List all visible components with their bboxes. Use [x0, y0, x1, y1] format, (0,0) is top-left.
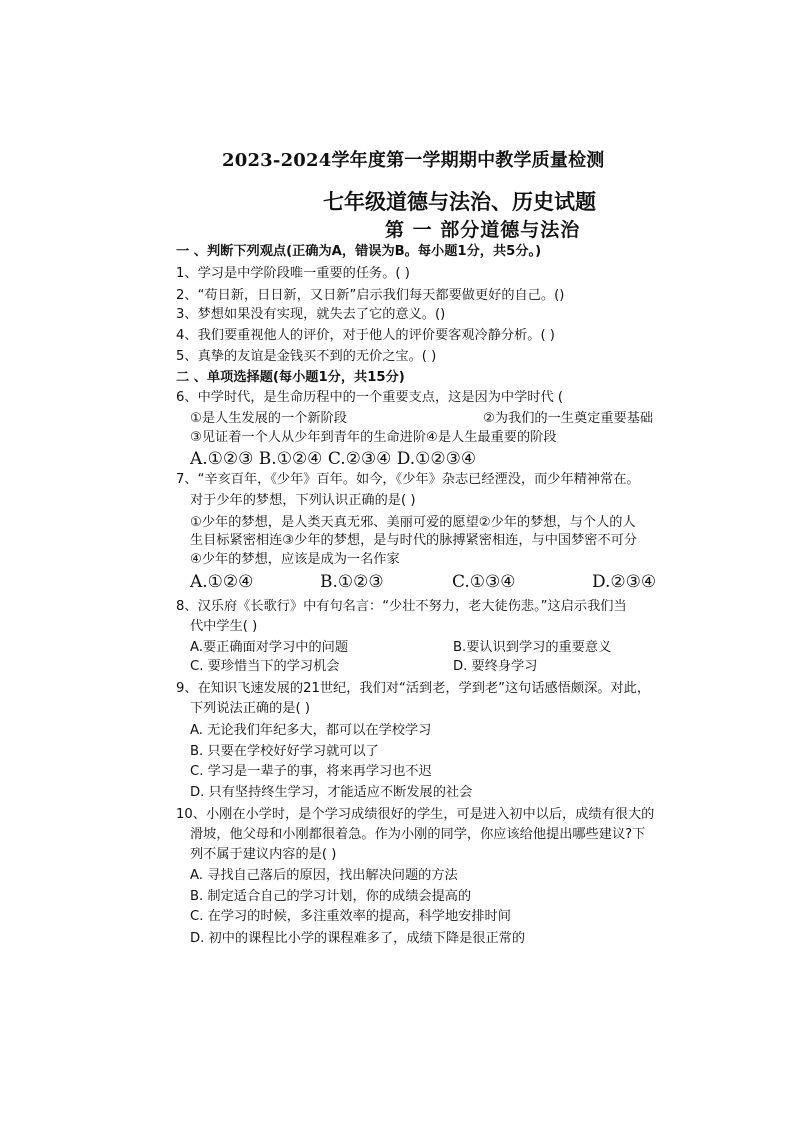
q8-option-d: D. 要终身学习: [453, 659, 538, 674]
q7-option-b: B.①②③: [320, 572, 384, 592]
q10-option-a: A. 寻找自己落后的原因，找出解决问题的方法: [190, 868, 458, 883]
q9-option-c: C. 学习是一辈子的事，将来再学习也不迟: [190, 764, 432, 779]
q7-option-a: A.①②④: [190, 572, 254, 592]
q6-statement-1: ①是人生发展的一个新阶段: [190, 411, 347, 426]
exam-title: 2023-2024学年度第一学期期中教学质量检测: [222, 150, 605, 171]
q6-options: A.①②③ B.①②④ C.②③④ D.①②③④: [190, 449, 477, 469]
q7-line-2: 对于少年的梦想，下列认识正确的是( ): [190, 493, 416, 508]
q7-line-4: 生目标紧密相连③少年的梦想，是与时代的脉搏紧密相连，与中国梦密不可分: [190, 533, 638, 548]
q6-statement-2: ②为我们的一生奠定重要基础: [483, 411, 654, 426]
judge-item-3: 3、梦想如果没有实现，就失去了它的意义。(): [176, 307, 446, 322]
q8-line-2: 代中学生( ): [190, 619, 258, 634]
q7-line-1: 7、“辛亥百年，《少年》百年。如今，《少年》杂志已经湮没，而少年精神常在。: [176, 472, 640, 487]
q9-option-a: A. 无论我们年纪多大，都可以在学校学习: [190, 723, 432, 738]
q10-line-2: 滑坡，他父母和小刚都很着急。作为小刚的同学，你应该给他提出哪些建议?下: [190, 827, 646, 842]
q8-option-a: A.要正确面对学习中的问题: [190, 640, 349, 655]
judge-item-2: 2、“苟日新，日日新，又日新”启示我们每天都要做更好的自己。(): [176, 288, 565, 303]
q10-line-1: 10、小刚在小学时，是个学习成绩很好的学生，可是进入初中以后，成绩有很大的: [176, 807, 655, 822]
q7-option-d: D.②③④: [592, 572, 657, 592]
q9-line-2: 下列说法正确的是( ): [190, 701, 310, 716]
q10-line-3: 列不属于建议内容的是( ): [190, 847, 337, 862]
q7-line-3: ①少年的梦想，是人类天真无邪、美丽可爱的愿望②少年的梦想，与个人的人: [190, 515, 636, 530]
q8-line-1: 8、汉乐府《长歌行》中有句名言：“少壮不努力，老大徒伤悲。”这启示我们当: [176, 599, 627, 614]
q9-option-b: B. 只要在学校好好学习就可以了: [190, 744, 379, 759]
q10-option-c: C. 在学习的时候，多注重效率的提高，科学地安排时间: [190, 909, 511, 924]
judge-item-1: 1、学习是中学阶段唯一重要的任务。( ): [176, 266, 410, 281]
exam-subtitle: 七年级道德与法治、历史试题: [323, 189, 596, 214]
section1-heading: 一 、判断下列观点(正确为A，错误为B。每小题1分，共5分。): [176, 244, 542, 259]
q6-statement-3: ③见证着一个人从少年到青年的生命进阶④是人生最重要的阶段: [190, 430, 557, 445]
section2-heading: 二 、单项选择题(每小题1分，共15分): [176, 370, 405, 385]
part-heading: 第 一 部分道德与法治: [385, 219, 581, 241]
q7-line-5: ④少年的梦想，应该是成为一名作家: [190, 552, 400, 567]
q10-option-b: B. 制定适合自己的学习计划，你的成绩会提高的: [190, 889, 472, 904]
q9-option-d: D. 只有坚持终生学习，才能适应不断发展的社会: [190, 785, 473, 800]
judge-item-4: 4、我们要重视他人的评价，对于他人的评价要客观冷静分析。( ): [176, 328, 555, 343]
q8-option-c: C. 要珍惜当下的学习机会: [190, 659, 340, 674]
q6-stem: 6、中学时代，是生命历程中的一个重要支点，这是因为中学时代 (: [176, 390, 563, 405]
q9-line-1: 9、在知识飞速发展的21世纪，我们对“活到老，学到老”这句话感悟颇深。对此，: [176, 681, 651, 696]
q7-option-c: C.①③④: [452, 572, 516, 592]
q8-option-b: B.要认识到学习的重要意义: [453, 640, 612, 655]
judge-item-5: 5、真挚的友谊是金钱买不到的无价之宝。( ): [176, 349, 437, 364]
q10-option-d: D. 初中的课程比小学的课程难多了，成绩下降是很正常的: [190, 931, 526, 946]
